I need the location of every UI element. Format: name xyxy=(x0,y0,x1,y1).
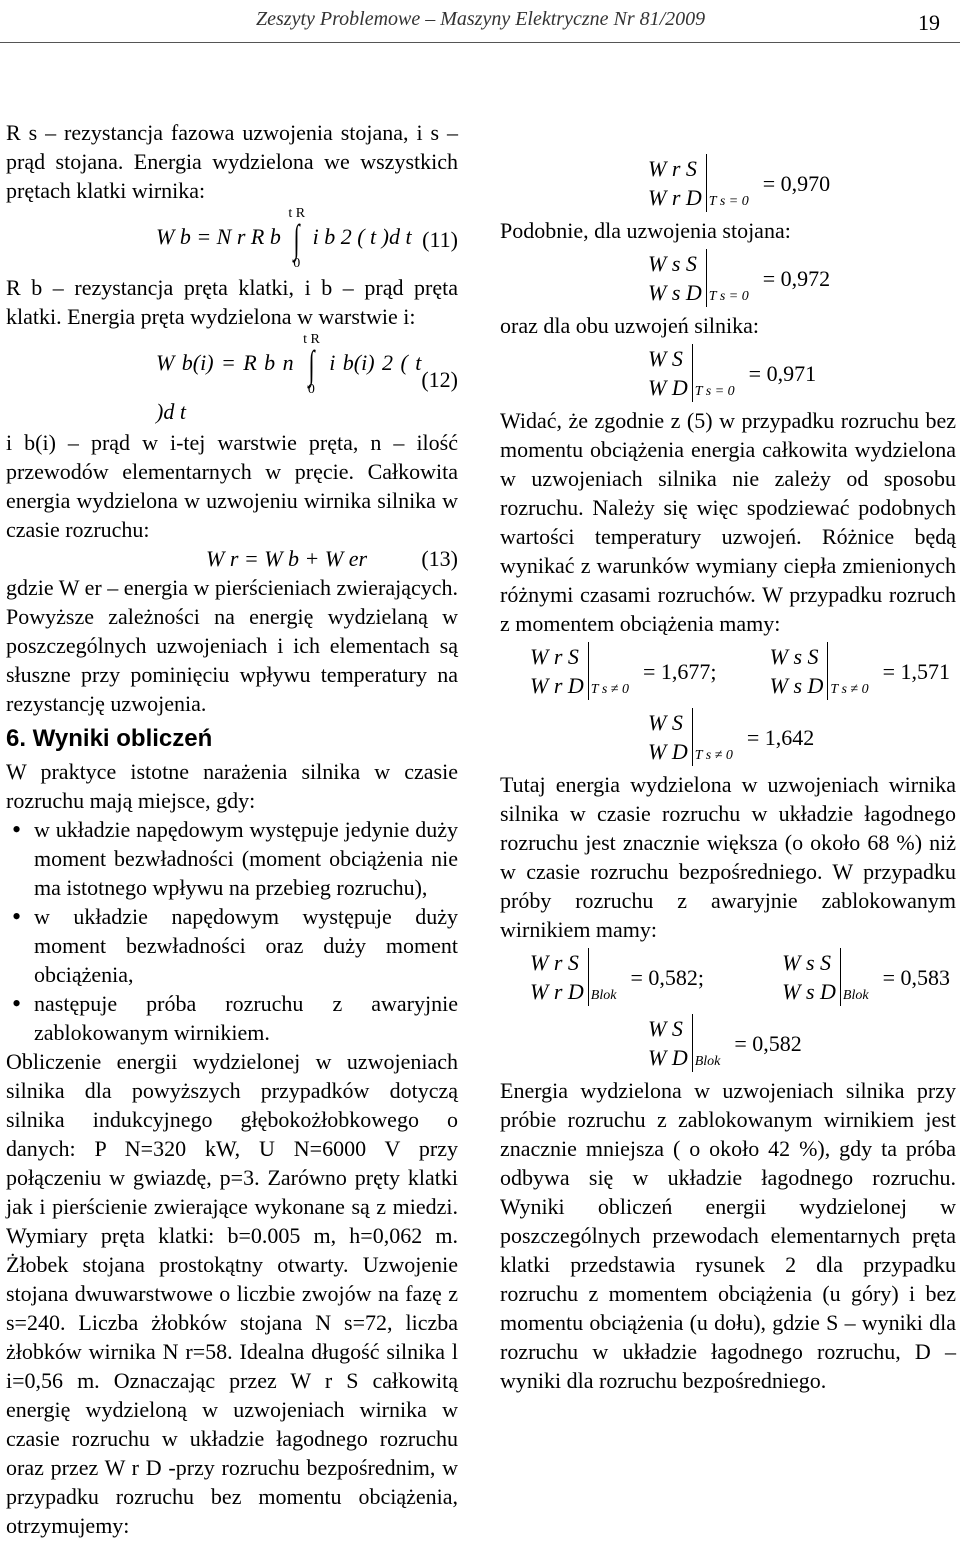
header-rule xyxy=(0,42,960,43)
paragraph: Obliczenie energii wydzielonej w uzwojeniach silnika dla powyższych przypadków dotyczą silnika indukcyjnego głębokożłobkowego o danych: P N=320 kW, U N=6000 V przy połączeniu w gwiazdę, p=3. Zarówno pręty klatki jak i pierścienie zwierające wykonane są z miedzi. Wymiary pręta klatki: b=0.005 m, h=0,062 m. Żłobek stojana prostokątny otwarty. Uzwojenie stojana dwuwarstwowe o liczbie zwojów na fazę z s=240. Liczba żłobków stojana N s=72, liczba żłobków wirnika N r=58. Idealna długość silnika l i=0,56 m. Oznaczając przez W r S całkowitą energię wydzieloną w uzwojeniach wirnika w czasie rozruchu w układzie łagodnego rozruchu oraz przez W r D -przy rozruchu bezpośrednim, w przypadku rozruchu bez momentu obciążenia, otrzymujemy: xyxy=(6,1049,458,1538)
integral-lower: 0 xyxy=(307,382,315,397)
ratio-equation xyxy=(648,344,816,402)
equation-number: (13) xyxy=(421,546,458,571)
paragraph: Energia wydzielona w uzwojeniach silnika przy próbie rozruchu z zablokowanym wirnikiem jest znacznie mniejsza ( o około 42 %), gdy ta próba odbywa się w układzie łagodnego rozruchu. Wyniki obliczeń energii wydzielonej w poszczególnych przewodach elementarnych pręta klatki przedstawia rysunek 2 dla przypadku rozruchu z momentem obciążenia (u góry) i bez momentu obciążenia (u dołu), gdzie S – wyniki dla rozruchu w układzie łagodnego rozruchu, D – wyniki dla rozruchu bezpośredniego. xyxy=(500,1078,956,1393)
ratio-condition: Blok xyxy=(842,988,869,1003)
journal-title: Zeszyty Problemowe – Maszyny Elektryczne Nr 81/2009 xyxy=(256,8,706,30)
ratio-equation xyxy=(648,708,814,766)
ratio-equation xyxy=(530,948,704,1006)
paragraph: Podobnie, dla uzwojenia stojana: xyxy=(500,218,791,243)
paragraph: Widać, że zgodnie z (5) w przypadku rozruchu bez momentu obciążenia energia całkowita wydzielona w uzwojeniach silnika nie zależy od sposobu rozruchu. Należy się więc spodziewać podobnych wartości temperatury uzwojeń. Różnice będą wynikać z warunków wymiany ciepła zmienionych różnymi czasami rozruchów. W przypadku rozruch z momentem obciążenia mamy: xyxy=(500,408,956,636)
ratio-value: = 1,642 xyxy=(746,724,815,750)
ratio-numerator: W r S xyxy=(530,950,579,975)
page-number: 19 xyxy=(918,10,940,35)
ratio-numerator: W S xyxy=(648,710,683,735)
ratio-value: = 0,972 xyxy=(762,265,831,291)
equation-13 xyxy=(6,544,458,573)
ratio-denominator: W s D xyxy=(782,979,836,1004)
ratio-numerator: W s S xyxy=(769,644,819,669)
ratio-numerator: W S xyxy=(648,346,683,371)
ratio-condition: Blok xyxy=(590,988,617,1003)
integral-upper: t R xyxy=(288,206,306,221)
integrand: i b(i) 2 ( t )d t xyxy=(156,350,422,424)
integral-sign: t R ∫ 0 xyxy=(288,206,306,271)
integrand: i b 2 ( t )d t xyxy=(312,224,412,250)
ratio-denominator: W D xyxy=(648,375,688,400)
ratio-denominator: W D xyxy=(648,1045,688,1070)
equation-lhs: W b = N r R b xyxy=(156,224,281,250)
ratio-value: = 0,583 xyxy=(882,964,950,990)
ratio-denominator: W D xyxy=(648,739,688,764)
integral-sign: t R ∫ 0 xyxy=(303,332,320,397)
section-heading: 6. Wyniki obliczeń xyxy=(6,725,213,752)
right-column xyxy=(500,150,956,1395)
paragraph: W praktyce istotne narażenia silnika w czasie rozruchu mają miejsce, gdy: xyxy=(6,759,458,813)
ratio-denominator: W s D xyxy=(648,280,702,305)
ratio-denominator: W r D xyxy=(648,185,702,210)
equation-number: (11) xyxy=(422,226,458,252)
ratio-value: = 1,677; xyxy=(642,658,717,684)
ratio-condition: T s = 0 xyxy=(708,289,749,304)
paragraph: gdzie W er – energia w pierścieniach zwierających. Powyższe zależności na energię wydzielaną w poszczególnych uzwojeniach i ich elementach są słuszne przy pominięciu wpływu temperatury na rezystancję uzwojenia. xyxy=(6,575,458,716)
ratio-numerator: W s S xyxy=(648,251,697,276)
paragraph: R b – rezystancja pręta klatki, i b – prąd pręta klatki. Energia pręta wydzielona w warstwie i: xyxy=(6,275,458,329)
bullet-list xyxy=(6,815,458,1047)
ratio-value: = 0,970 xyxy=(762,170,831,196)
paragraph: i b(i) – prąd w i-tej warstwie pręta, n – ilość przewodów elementarnych w pręcie. Całkowita energia wydzielona w uzwojeniu wirnika silnika w czasie rozruchu: xyxy=(6,430,458,542)
ratio-denominator: W r D xyxy=(530,979,584,1004)
ratio-value: = 0,971 xyxy=(748,360,817,386)
ratio-numerator: W r S xyxy=(648,156,697,181)
list-item: • następuje próba rozruchu z awaryjnie zablokowanym wirnikiem. xyxy=(6,989,458,1047)
paragraph: oraz dla obu uzwojeń silnika: xyxy=(500,313,760,338)
ratio-equation xyxy=(782,948,950,1006)
ratio-condition: T s = 0 xyxy=(708,194,749,209)
ratio-value: = 0,582; xyxy=(630,964,704,990)
integral-lower: 0 xyxy=(293,256,301,271)
paragraph: R s – rezystancja fazowa uzwojenia stojana, i s – prąd stojana. Energia wydzielona we wszystkich prętach klatki wirnika: xyxy=(6,120,458,203)
ratio-equation xyxy=(770,642,950,700)
list-item: • w układzie napędowym występuje jedynie duży moment bezwładności (moment obciążenia nie ma istotnego wpływu na przebieg rozruchu), xyxy=(6,815,458,902)
equation-lhs: W b(i) = R b n xyxy=(156,350,294,376)
ratio-condition: T s ≠ 0 xyxy=(590,682,629,697)
list-item: • w układzie napędowym występuje duży moment bezwładności oraz duży moment obciążenia, xyxy=(6,902,458,989)
ratio-equation xyxy=(648,249,830,307)
ratio-condition: T s ≠ 0 xyxy=(830,682,869,697)
ratio-equation xyxy=(648,1014,802,1072)
ratio-condition: Blok xyxy=(694,1054,721,1069)
page-header xyxy=(0,6,960,46)
ratio-equation xyxy=(530,642,716,700)
ratio-condition: T s ≠ 0 xyxy=(694,748,733,763)
ratio-numerator: W r S xyxy=(530,644,579,669)
ratio-value: = 0,582 xyxy=(734,1030,802,1056)
equation-expr: W r = W b + W er xyxy=(206,546,368,571)
paragraph: Tutaj energia wydzielona w uzwojeniach wirnika silnika w czasie rozruchu w układzie łagodnego rozruchu jest znacznie większa (o około 68 %) niż w czasie rozruchu bezpośredniego. W przypadku próby rozruchu z awaryjnie zablokowanym wirnikiem mamy: xyxy=(500,772,956,942)
equation-12 xyxy=(6,333,458,426)
ratio-numerator: W s S xyxy=(782,950,832,975)
left-column xyxy=(6,118,458,1540)
ratio-numerator: W S xyxy=(648,1016,683,1041)
equation-11 xyxy=(6,207,458,271)
ratio-value: = 1,571 xyxy=(882,658,950,684)
ratio-denominator: W s D xyxy=(769,673,824,698)
ratio-condition: T s = 0 xyxy=(694,384,735,399)
equation-number: (12) xyxy=(421,367,458,392)
integral-upper: t R xyxy=(303,332,320,347)
ratio-equation xyxy=(648,154,830,212)
ratio-denominator: W r D xyxy=(530,673,584,698)
